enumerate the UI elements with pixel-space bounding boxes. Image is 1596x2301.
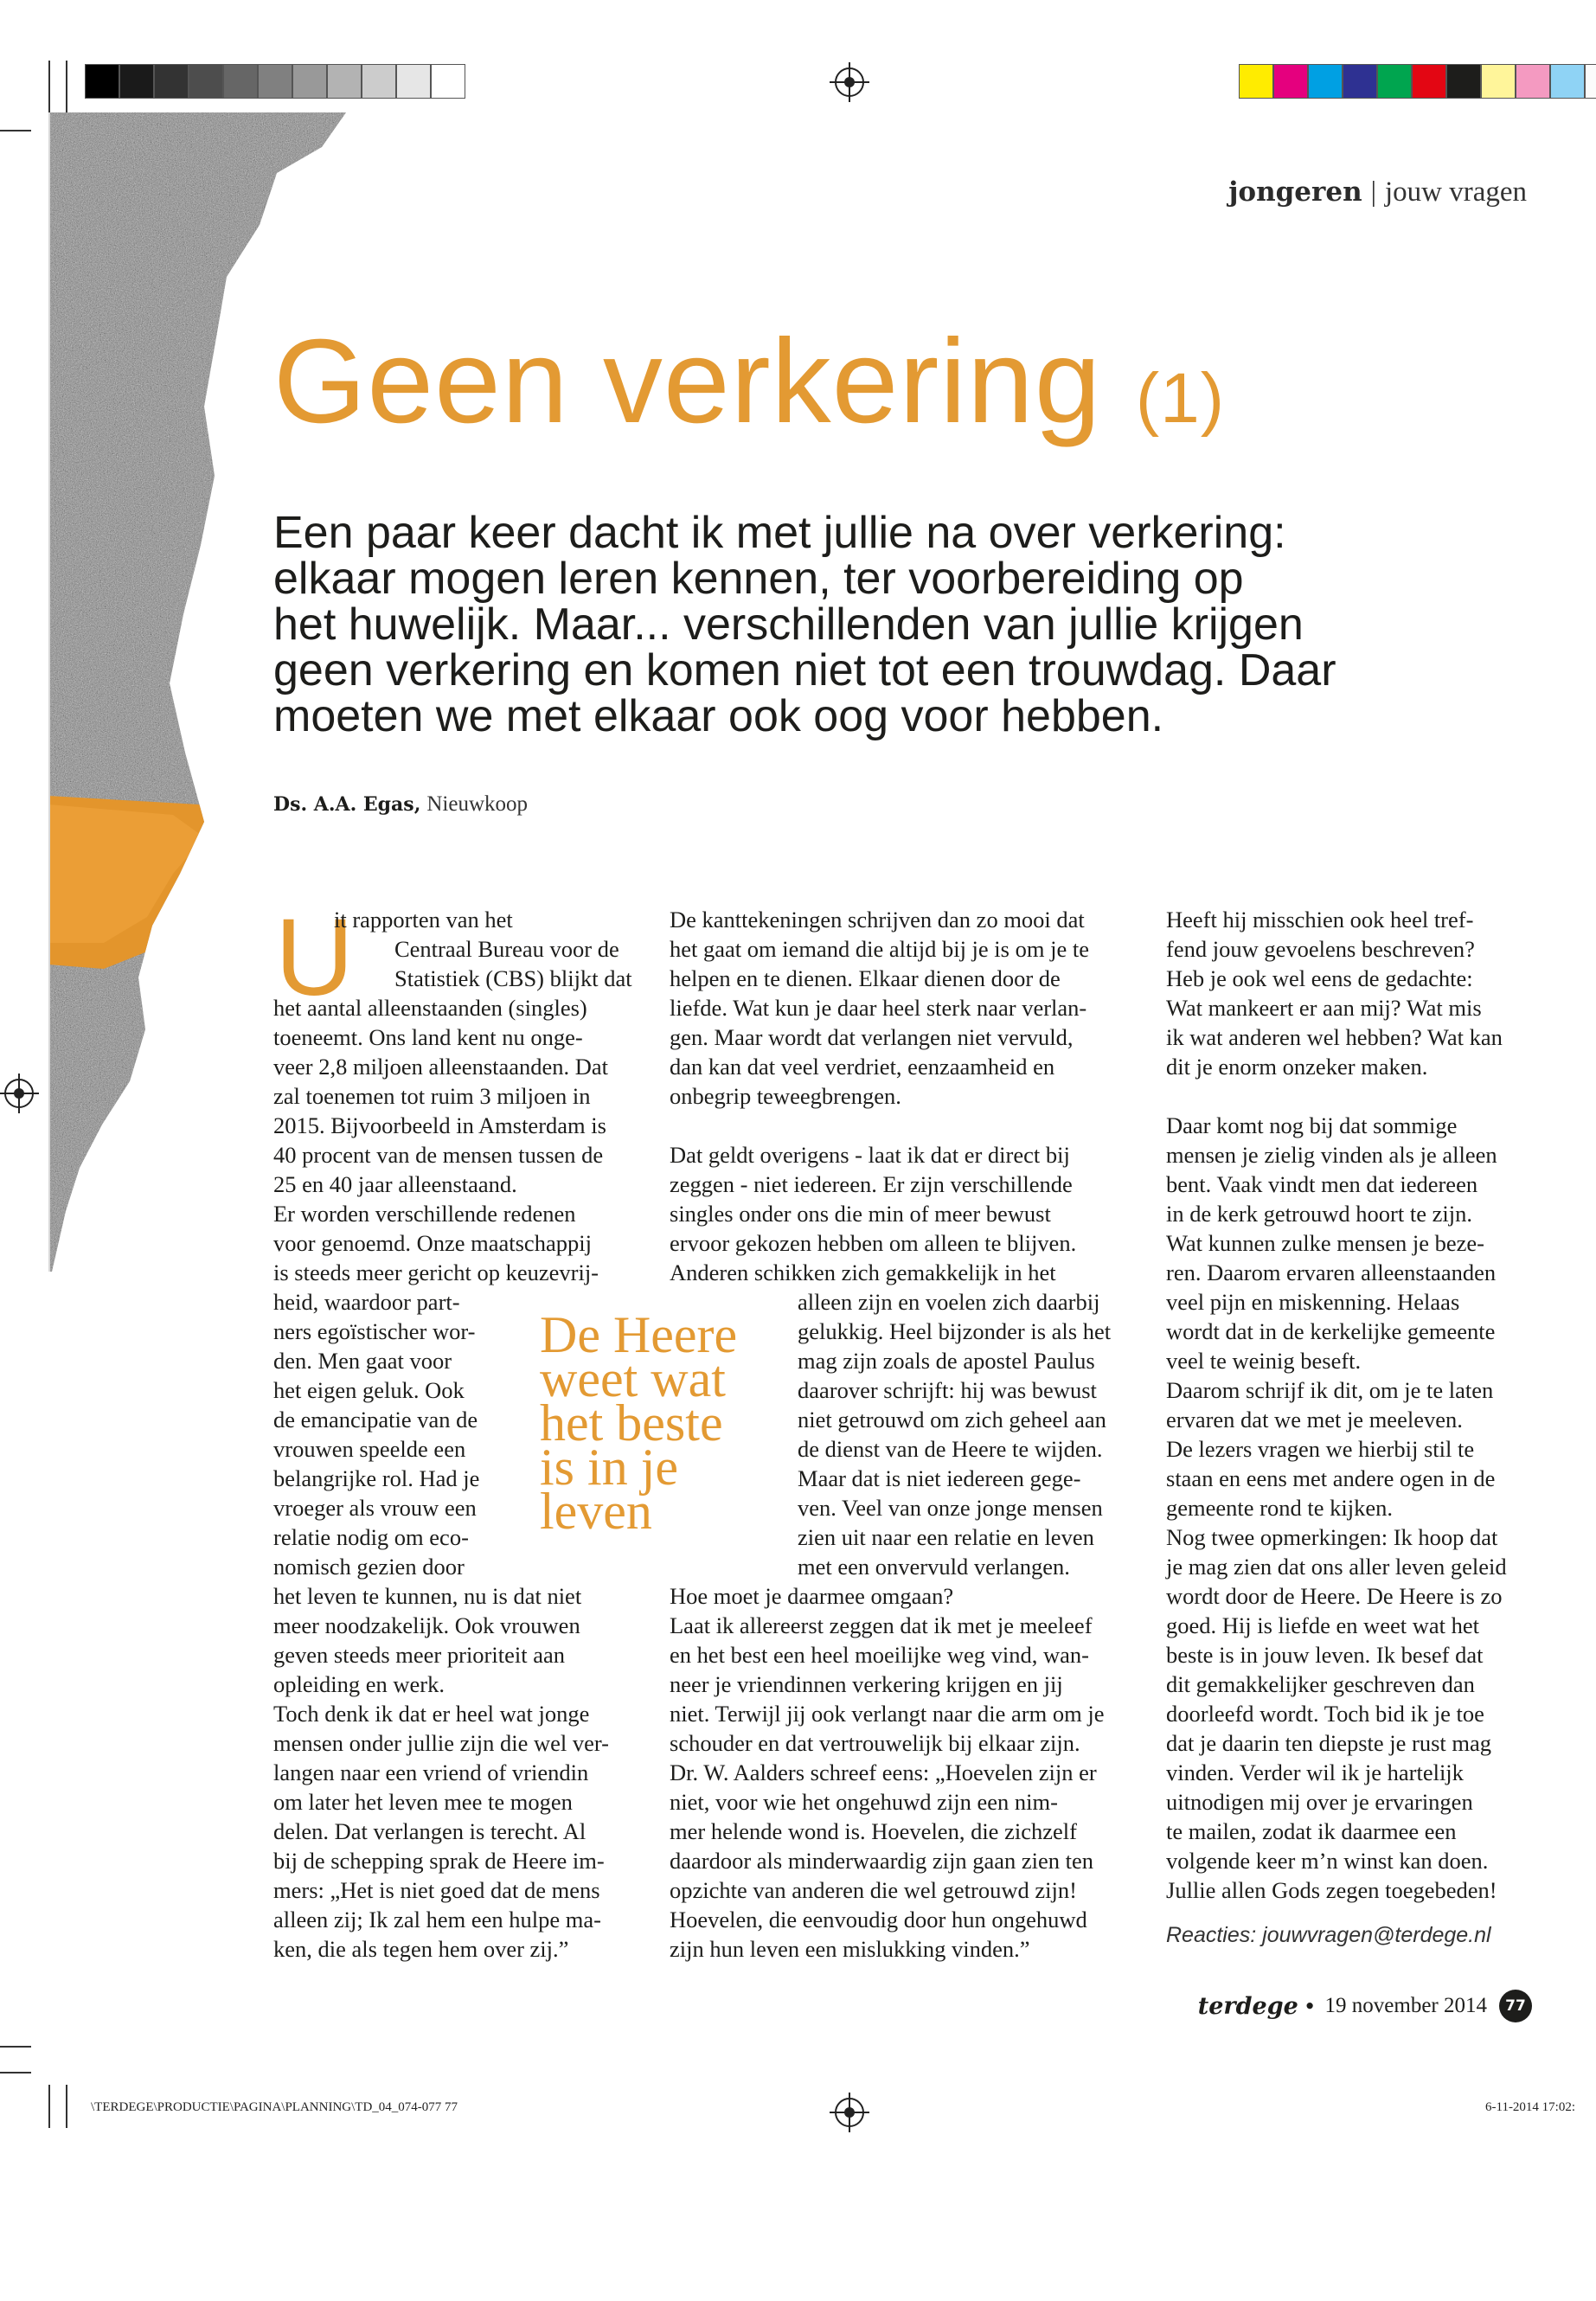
color-swatch <box>1308 64 1343 99</box>
body-line: mag zijn zoals de apostel Paulus <box>798 1348 1095 1374</box>
body-column-3 <box>1166 905 1507 1950</box>
body-line: het eigen geluk. Ook <box>273 1377 465 1403</box>
body-line: Nog twee opmerkingen: Ik hoop dat <box>1166 1524 1498 1550</box>
body-line: Daar komt nog bij dat sommige <box>1166 1112 1458 1138</box>
page-footer <box>1198 1990 1532 2022</box>
body-line: toeneemt. Ons land kent nu onge- <box>273 1024 583 1050</box>
body-line: dit je enorm onzeker maken. <box>1166 1054 1428 1080</box>
body-line: mers: „Het is niet goed dat de mens <box>273 1877 600 1903</box>
body-line: Centraal Bureau voor de <box>394 936 619 962</box>
lead-line: moeten we met elkaar ook oog voor hebben. <box>273 691 1164 741</box>
body-line: alleen zij; Ik zal hem een hulpe ma- <box>273 1907 601 1932</box>
body-line: meer noodzakelijk. Ook vrouwen <box>273 1612 580 1638</box>
body-line: gelukkig. Heel bijzonder is als het <box>798 1318 1112 1344</box>
body-line: onbegrip teweegbrengen. <box>670 1083 901 1109</box>
body-line: zeggen - niet iedereen. Er zijn verschillende <box>670 1171 1073 1197</box>
body-line: zien uit naar een relatie en leven <box>798 1524 1094 1550</box>
body-line: het leven te kunnen, nu is dat niet <box>273 1583 582 1609</box>
gray-swatch <box>189 64 223 99</box>
body-line: is steeds meer gericht op keuzevrij- <box>273 1259 599 1285</box>
color-swatch <box>1239 64 1273 99</box>
body-line: de dienst van de Heere te wijden. <box>798 1436 1103 1462</box>
body-line: mensen onder jullie zijn die wel ver- <box>273 1730 610 1756</box>
body-line: ken, die als tegen hem over zij.” <box>273 1936 569 1962</box>
body-line: Statistiek (CBS) blijkt dat <box>394 965 632 991</box>
body-line: staan en eens met andere ogen in de <box>1166 1465 1496 1491</box>
body-line: goed. Hij is liefde en weet wat het <box>1166 1612 1480 1638</box>
body-line: singles onder ons die min of meer bewust <box>670 1201 1051 1227</box>
body-line: veel pijn en miskenning. Helaas <box>1166 1289 1460 1315</box>
body-line: wordt door de Heere. De Heere is zo <box>1166 1583 1503 1609</box>
body-line: niet, voor wie het ongehuwd zijn een nim- <box>670 1789 1058 1815</box>
body-line: langen naar een vriend of vriendin <box>273 1759 589 1785</box>
color-swatch <box>1412 64 1446 99</box>
body-line: niet. Terwijl jij ook verlangt naar die arm om je <box>670 1701 1105 1727</box>
crop-mark <box>48 61 50 112</box>
drop-cap: U <box>275 896 354 1018</box>
pull-quote-line: leven <box>540 1483 652 1540</box>
body-line: je mag zien dat ons aller leven geleid <box>1166 1554 1507 1580</box>
body-line <box>670 1111 1111 1140</box>
body-line: ervaren dat we met je meeleven. <box>1166 1407 1463 1433</box>
body-line: it rapporten van het <box>334 907 513 933</box>
body-line: geven steeds meer prioriteit aan <box>273 1642 565 1668</box>
body-line: mensen je zielig vinden als je alleen <box>1166 1142 1497 1168</box>
pull-quote-line: weet wat <box>540 1350 726 1407</box>
body-line: ren. Daarom ervaren alleenstaanden <box>1166 1259 1497 1285</box>
color-swatch <box>1446 64 1481 99</box>
pull-quote-line: het beste <box>540 1394 723 1452</box>
body-line: Dr. W. Aalders schreef eens: „Hoevelen zijn er <box>670 1759 1097 1785</box>
body-line: delen. Dat verlangen is terecht. Al <box>273 1818 586 1844</box>
lead-paragraph <box>273 510 1536 740</box>
body-line: Daarom schrijf ik dit, om je te laten <box>1166 1377 1494 1403</box>
gray-swatch <box>119 64 154 99</box>
body-line: heid, waardoor part- <box>273 1289 460 1315</box>
color-swatch <box>1343 64 1377 99</box>
color-swatch <box>1377 64 1412 99</box>
crop-mark <box>48 2085 50 2128</box>
slug-file-path: \TERDEGE\PRODUCTIE\PAGINA\PLANNING\TD_04_074-077 77 <box>91 2100 458 2114</box>
body-line: vroeger als vrouw een <box>273 1495 477 1521</box>
body-line: zal toenemen tot ruim 3 miljoen in <box>273 1083 591 1109</box>
body-line: Er worden verschillende redenen <box>273 1201 576 1227</box>
body-line: Wat kunnen zulke mensen je beze- <box>1166 1230 1484 1256</box>
page-number: 77 <box>1499 1990 1532 2022</box>
body-line: volgende keer m’n winst kan doen. <box>1166 1848 1489 1874</box>
body-line: ervoor gekozen hebben om alleen te blijven. <box>670 1230 1077 1256</box>
reactions-email[interactable]: Reacties: jouwvragen@terdege.nl <box>1166 1923 1491 1947</box>
color-swatch <box>1550 64 1585 99</box>
body-line: Jullie allen Gods zegen toegebeden! <box>1166 1877 1497 1903</box>
body-line: ik wat anderen wel hebben? Wat kan <box>1166 1024 1503 1050</box>
body-line: zijn hun leven een mislukking vinden.” <box>670 1936 1030 1962</box>
body-line: vrouwen speelde een <box>273 1436 466 1462</box>
body-line: fend jouw gevoelens beschreven? <box>1166 936 1475 962</box>
body-line: met een onvervuld verlangen. <box>798 1554 1070 1580</box>
gray-swatch <box>362 64 396 99</box>
section-header <box>1228 176 1527 208</box>
body-line: opleiding en werk. <box>273 1671 445 1697</box>
gray-swatch <box>292 64 327 99</box>
gray-swatch <box>154 64 189 99</box>
title-part-number: (1) <box>1135 359 1226 438</box>
body-line: daardoor als minderwaardig zijn gaan zien ten <box>670 1848 1094 1874</box>
body-line: belangrijke rol. Had je <box>273 1465 480 1491</box>
article-title <box>273 315 1226 448</box>
body-line: mer helende wond is. Hoevelen, die zichzelf <box>670 1818 1077 1844</box>
body-line: en het best een heel moeilijke weg vind, wan- <box>670 1642 1089 1668</box>
body-line: Toch denk ik dat er heel wat jonge <box>273 1701 590 1727</box>
body-line: het aantal alleenstaanden (singles) <box>273 995 587 1021</box>
body-line: Maar dat is niet iedereen gege- <box>798 1465 1081 1491</box>
body-line: 40 procent van de mensen tussen de <box>273 1142 604 1168</box>
gray-swatch <box>431 64 465 99</box>
section-separator: | <box>1370 176 1377 208</box>
lead-line: geen verkering en komen niet tot een trouwdag. Daar <box>273 645 1336 695</box>
gray-swatch <box>85 64 119 99</box>
registration-mark-bottom <box>835 2098 864 2127</box>
slug-timestamp: 6-11-2014 17:02: <box>1485 2100 1576 2114</box>
color-swatch <box>1516 64 1550 99</box>
body-line: het gaat om iemand die altijd bij je is om je te <box>670 936 1089 962</box>
body-line: relatie nodig om eco- <box>273 1524 469 1550</box>
body-line: doorleefd wordt. Toch bid ik je toe <box>1166 1701 1484 1727</box>
body-line: den. Men gaat voor <box>273 1348 452 1374</box>
color-calibration-bar <box>1239 64 1596 99</box>
body-line: veel te weinig beseft. <box>1166 1348 1362 1374</box>
gray-swatch <box>223 64 258 99</box>
body-line: opzichte van anderen die wel getrouwd zijn! <box>670 1877 1077 1903</box>
color-swatch <box>1273 64 1308 99</box>
body-line: bent. Vaak vindt men dat iedereen <box>1166 1171 1478 1197</box>
footer-bullet: • <box>1303 1993 1317 2019</box>
lead-line: elkaar mogen leren kennen, ter voorbereiding op <box>273 554 1244 604</box>
subsection-name: jouw vragen <box>1384 176 1527 208</box>
body-line <box>1166 1081 1507 1111</box>
lead-line: het huwelijk. Maar... verschillenden van jullie krijgen <box>273 599 1304 650</box>
body-line: neer je vriendinnen verkering krijgen en jij <box>670 1671 1063 1697</box>
body-line: vinden. Verder wil ik je hartelijk <box>1166 1759 1464 1785</box>
magazine-brand: terdege <box>1197 1992 1298 2020</box>
color-swatch <box>1481 64 1516 99</box>
body-line: daarover schrijft: hij was bewust <box>798 1377 1097 1403</box>
section-name: jongeren <box>1228 176 1362 208</box>
body-line: niet getrouwd om zich geheel aan <box>798 1407 1106 1433</box>
body-line: uitnodigen mij over je ervaringen <box>1166 1789 1473 1815</box>
body-line: wordt dat in de kerkelijke gemeente <box>1166 1318 1496 1344</box>
body-line: te mailen, zodat ik daarmee een <box>1166 1818 1457 1844</box>
crop-mark <box>0 2046 31 2048</box>
pull-quote-line: De Heere <box>540 1306 738 1363</box>
gray-calibration-bar <box>85 64 465 99</box>
body-line: voor genoemd. Onze maatschappij <box>273 1230 592 1256</box>
issue-date: 19 november 2014 <box>1324 1994 1487 2017</box>
body-line: dat je daarin ten diepste je rust mag <box>1166 1730 1492 1756</box>
byline <box>273 792 528 817</box>
author-name: Ds. A.A. Egas, <box>273 793 421 816</box>
body-line: de emancipatie van de <box>273 1407 478 1433</box>
gray-swatch <box>327 64 362 99</box>
body-line: Laat ik allereerst zeggen dat ik met je meeleef <box>670 1612 1093 1638</box>
body-line: 25 en 40 jaar alleenstaand. <box>273 1171 517 1197</box>
body-line: Heeft hij misschien ook heel tref- <box>1166 907 1474 933</box>
color-swatch <box>1585 64 1596 99</box>
body-line: helpen en te dienen. Elkaar dienen door de <box>670 965 1061 991</box>
body-line: 2015. Bijvoorbeeld in Amsterdam is <box>273 1112 606 1138</box>
crop-mark <box>0 2072 31 2073</box>
body-line: veer 2,8 miljoen alleenstaanden. Dat <box>273 1054 609 1080</box>
body-line: schouder en dat vertrouwelijk bij elkaar zijn. <box>670 1730 1080 1756</box>
body-line: ven. Veel van onze jonge mensen <box>798 1495 1103 1521</box>
body-line: Hoe moet je daarmee omgaan? <box>670 1583 954 1609</box>
body-line: dan kan dat veel verdriet, eenzaamheid en <box>670 1054 1055 1080</box>
body-line: Heb je ook wel eens de gedachte: <box>1166 965 1473 991</box>
body-line: dit gemakkelijker geschreven dan <box>1166 1671 1475 1697</box>
body-line: gen. Maar wordt dat verlangen niet vervuld, <box>670 1024 1074 1050</box>
body-line: Wat mankeert er aan mij? Wat mis <box>1166 995 1482 1021</box>
crop-mark <box>66 2085 67 2128</box>
author-place: Nieuwkoop <box>426 792 529 816</box>
gray-swatch <box>258 64 292 99</box>
body-line: Dat geldt overigens - laat ik dat er direct bij <box>670 1142 1070 1168</box>
body-line: Hoevelen, die eenvoudig door hun ongehuwd <box>670 1907 1087 1932</box>
body-column-2 <box>670 905 1111 1964</box>
title-text: Geen verkering <box>273 315 1102 448</box>
registration-mark-top <box>835 67 864 97</box>
body-line: alleen zijn en voelen zich daarbij <box>798 1289 1100 1315</box>
body-line: De kanttekeningen schrijven dan zo mooi dat <box>670 907 1085 933</box>
body-line: liefde. Wat kun je daar heel sterk naar verlan- <box>670 995 1087 1021</box>
body-line: nomisch gezien door <box>273 1554 465 1580</box>
gray-swatch <box>396 64 431 99</box>
body-line: ners egoïstischer wor- <box>273 1318 476 1344</box>
pull-quote-line: is in je <box>540 1439 678 1496</box>
lead-line: Een paar keer dacht ik met jullie na over verkering: <box>273 508 1286 558</box>
body-line: Anderen schikken zich gemakkelijk in het <box>670 1259 1056 1285</box>
body-line: bij de schepping sprak de Heere im- <box>273 1848 605 1874</box>
body-line: in de kerk getrouwd hoort te zijn. <box>1166 1201 1472 1227</box>
body-line: gemeente rond te kijken. <box>1166 1495 1393 1521</box>
body-line: De lezers vragen we hierbij stil te <box>1166 1436 1475 1462</box>
body-line: beste is in jouw leven. Ik besef dat <box>1166 1642 1484 1668</box>
crop-mark <box>66 61 67 112</box>
body-line: om later het leven mee te mogen <box>273 1789 573 1815</box>
